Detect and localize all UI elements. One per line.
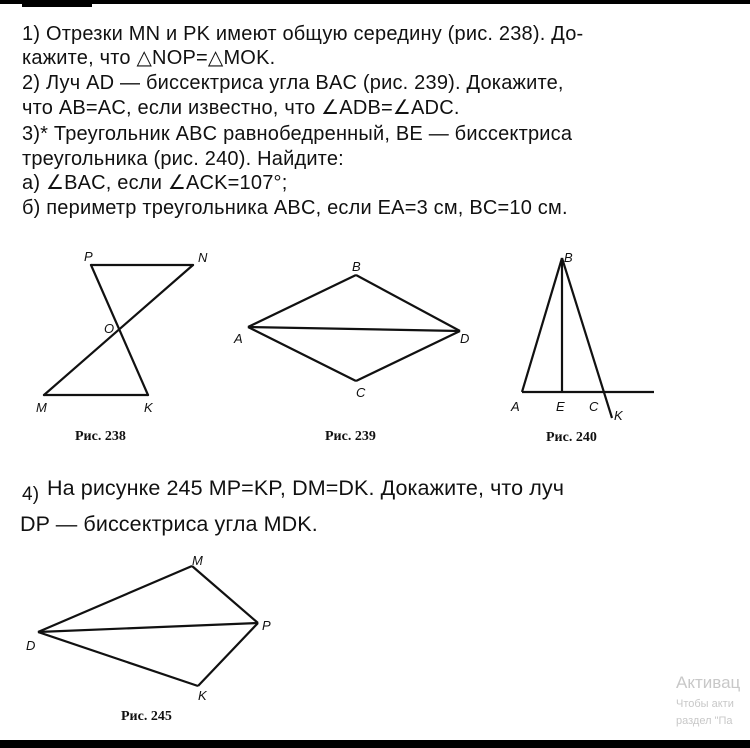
fig240-label-A: A <box>511 399 520 414</box>
fig245-label-K: K <box>198 688 207 703</box>
activation-watermark-line-3: раздел "Па <box>676 715 733 727</box>
problem-4-line-1: На рисунке 245 MP=KP, DM=DK. Докажите, что луч <box>47 476 565 500</box>
fig240-label-C: C <box>589 399 599 414</box>
activation-watermark-line-2: Чтобы акти <box>676 698 734 710</box>
segment-MP <box>192 566 258 623</box>
problem-3-part-b: б) периметр треугольника ABC, если EA=3 см, BC=10 см. <box>22 197 568 219</box>
segment-AB <box>248 275 356 327</box>
fig240-label-E: E <box>556 399 565 414</box>
segment-BD <box>356 275 460 331</box>
fig239-label-C: C <box>356 385 366 400</box>
segment-BK <box>562 258 612 418</box>
segment-DC <box>356 331 460 381</box>
fig245-label-D: D <box>26 638 36 653</box>
segment-DM <box>38 566 192 632</box>
figure-240 <box>522 258 654 418</box>
fig245-label-M: M <box>192 553 203 568</box>
figure-245 <box>38 566 258 686</box>
segment-DP <box>38 623 258 632</box>
fig239-label-A: A <box>234 331 243 346</box>
problem-1-line-1: 1) Отрезки MN и PK имеют общую середину (рис. 238). До- <box>22 23 584 45</box>
activation-watermark-title: Активац <box>676 673 741 692</box>
fig239-label-B: B <box>352 259 361 274</box>
fig238-label-O: O <box>104 321 115 336</box>
problem-3-part-a: а) ∠BAC, если ∠ACK=107°; <box>22 172 288 194</box>
caption-fig-240: Рис. 240 <box>546 430 597 445</box>
caption-fig-239: Рис. 239 <box>325 429 376 444</box>
segment-NM <box>44 265 193 395</box>
segment-PK <box>198 623 258 686</box>
caption-fig-245: Рис. 245 <box>121 709 172 724</box>
problem-3-line-2: треугольника (рис. 240). Найдите: <box>22 148 344 170</box>
fig238-label-N: N <box>198 250 208 265</box>
problem-1-line-2: кажите, что △NOP=△MOK. <box>22 47 276 69</box>
fig245-label-P: P <box>262 618 271 633</box>
bottom-dark-border <box>0 740 750 748</box>
fig240-label-K: K <box>614 408 623 423</box>
fig240-label-B: B <box>564 250 573 265</box>
caption-fig-238: Рис. 238 <box>75 429 126 444</box>
figure-239 <box>248 275 460 381</box>
problem-4-line-2: DP — биссектриса угла MDK. <box>20 512 318 536</box>
fig239-label-D: D <box>460 331 470 346</box>
problem-2-line-2: что AB=AC, если известно, что ∠ADB=∠ADC. <box>22 97 460 119</box>
problem-2-line-1: 2) Луч AD — биссектриса угла BAC (рис. 239). Докажите, <box>22 72 564 94</box>
fig238-label-M: M <box>36 400 47 415</box>
segment-AD <box>248 327 460 331</box>
figure-238 <box>44 265 193 395</box>
fig238-label-P: P <box>84 249 93 264</box>
problem-3-line-1: 3)* Треугольник ABC равнобедренный, BE — биссектриса <box>22 123 573 145</box>
problem-4-number: 4) <box>22 484 40 505</box>
fig238-label-K: K <box>144 400 153 415</box>
segment-AB <box>522 258 562 392</box>
segment-CA <box>248 327 356 381</box>
segment-KD <box>38 632 198 686</box>
